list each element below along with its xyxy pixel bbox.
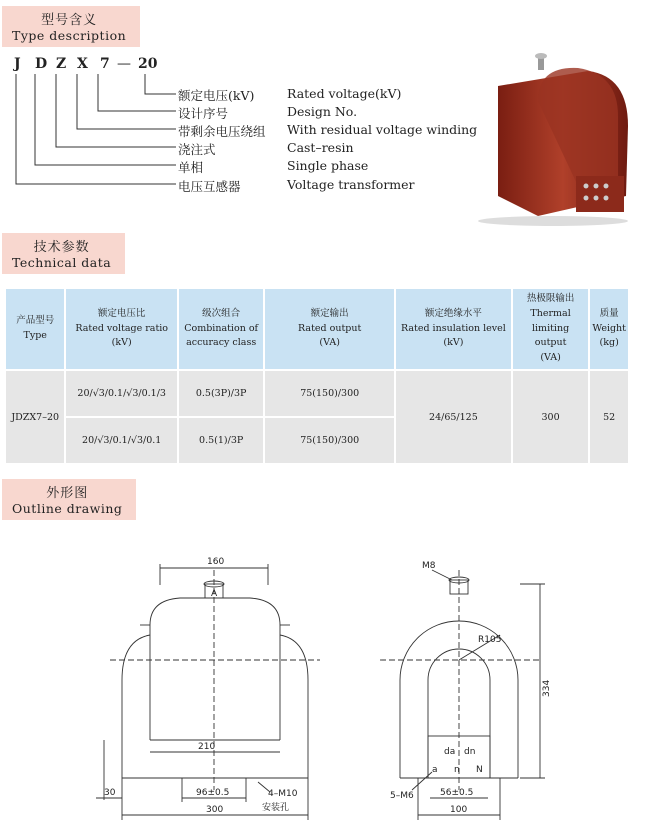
meaning-zh: 设计序号 bbox=[178, 106, 229, 121]
header-weight bbox=[590, 289, 628, 369]
terminal-n: n bbox=[454, 765, 460, 775]
section-title-zh: 型号含义 bbox=[41, 13, 98, 28]
header-accuracy bbox=[179, 289, 263, 369]
code-letter: 7 bbox=[100, 56, 110, 72]
section-title-en: Type description bbox=[12, 28, 127, 43]
meaning-zh: 单相 bbox=[178, 160, 204, 175]
section-title-en: Outline drawing bbox=[12, 501, 123, 516]
header-zh: 额定绝缘水平 bbox=[424, 307, 482, 319]
dim-top-width: 160 bbox=[207, 557, 225, 567]
code-letter: D bbox=[35, 56, 48, 72]
table-row bbox=[6, 371, 628, 416]
cell-insulation: 24/65/125 bbox=[396, 371, 511, 463]
header-type bbox=[6, 289, 64, 369]
dim-mid-width: 210 bbox=[198, 742, 216, 752]
meaning-zh: 浇注式 bbox=[178, 142, 216, 157]
header-zh: 级次组合 bbox=[202, 307, 241, 319]
dim-offset: 30 bbox=[104, 788, 116, 798]
header-zh: 产品型号 bbox=[16, 315, 55, 327]
dim-holes: 4–M10 bbox=[268, 789, 298, 799]
cell-type: JDZX7–20 bbox=[6, 371, 64, 463]
cell-ratio: 20/√3/0.1/√3/0.1 bbox=[66, 418, 177, 463]
header-voltage-ratio bbox=[66, 289, 177, 369]
product-photo bbox=[478, 46, 638, 226]
dim-height: 334 bbox=[542, 679, 552, 697]
header-unit: (VA) bbox=[319, 337, 340, 349]
code-letter: J bbox=[14, 56, 21, 72]
header-output bbox=[265, 289, 394, 369]
section-title-zh: 技术参数 bbox=[33, 240, 90, 255]
section-title-zh: 外形图 bbox=[46, 486, 89, 501]
meaning-zh: 额定电压(kV) bbox=[178, 88, 255, 103]
header-zh: 热极限输出 bbox=[526, 293, 575, 305]
dim-base: 300 bbox=[206, 805, 224, 815]
dim-radius: R105 bbox=[478, 635, 502, 645]
cell-output: 75(150)/300 bbox=[265, 418, 394, 463]
dim-spacing: 56±0.5 bbox=[440, 788, 474, 798]
outline-drawing bbox=[0, 540, 666, 838]
header-thermal bbox=[513, 289, 588, 369]
terminal-dn: dn bbox=[464, 747, 476, 757]
table-header-row bbox=[6, 289, 628, 369]
cell-class: 0.5(3P)/3P bbox=[179, 371, 263, 416]
header-en: Combination of bbox=[184, 322, 259, 334]
cell-ratio: 20/√3/0.1/√3/0.1/3 bbox=[66, 371, 177, 416]
dim-holes-zh: 安装孔 bbox=[262, 803, 290, 813]
header-en: Rated insulation level bbox=[400, 322, 506, 334]
meaning-en: Voltage transformer bbox=[287, 177, 415, 192]
header-en: Weight bbox=[592, 322, 626, 334]
header-unit: (kg) bbox=[599, 337, 619, 349]
meaning-en: Design No. bbox=[287, 104, 358, 119]
section-header-outline-drawing bbox=[2, 479, 136, 520]
meaning-zh: 电压互感器 bbox=[178, 179, 241, 194]
meaning-en: With residual voltage winding bbox=[287, 122, 478, 137]
code-letter: 20 bbox=[138, 56, 158, 72]
dim-hole-spacing: 96±0.5 bbox=[196, 788, 230, 798]
dim-marker: A bbox=[211, 589, 218, 599]
cell-class: 0.5(1)/3P bbox=[179, 418, 263, 463]
header-zh: 额定输出 bbox=[310, 307, 349, 319]
cell-output: 75(150)/300 bbox=[265, 371, 394, 416]
side-view bbox=[380, 570, 545, 820]
meaning-en: Rated voltage(kV) bbox=[287, 86, 402, 101]
section-header-technical-data bbox=[2, 233, 125, 274]
cell-thermal: 300 bbox=[513, 371, 588, 463]
header-unit: (VA) bbox=[540, 352, 561, 364]
code-letter: Z bbox=[56, 56, 67, 72]
header-zh: 质量 bbox=[599, 307, 619, 319]
dim-terminals: 5–M6 bbox=[390, 791, 414, 801]
header-insulation bbox=[396, 289, 511, 369]
header-en2: accuracy class bbox=[186, 337, 257, 349]
terminal-N: N bbox=[476, 765, 483, 775]
header-en: Rated output bbox=[298, 322, 362, 334]
dim-stud: M8 bbox=[422, 561, 436, 571]
technical-data-table bbox=[4, 287, 630, 465]
code-dash: — bbox=[117, 56, 131, 72]
section-title-en: Technical data bbox=[12, 255, 112, 270]
header-unit: (kV) bbox=[111, 337, 132, 349]
code-letter: X bbox=[77, 56, 88, 72]
dim-base-right: 100 bbox=[450, 805, 468, 815]
cell-weight: 52 bbox=[590, 371, 628, 463]
header-en2: limiting output bbox=[531, 322, 570, 349]
front-view bbox=[96, 564, 320, 820]
terminal-a: a bbox=[432, 765, 438, 775]
code-leader-lines bbox=[0, 0, 180, 200]
header-unit: (kV) bbox=[443, 337, 464, 349]
header-en: Rated voltage ratio bbox=[75, 322, 169, 334]
meaning-zh: 带剩余电压绕组 bbox=[178, 124, 266, 139]
header-en: Type bbox=[23, 330, 47, 341]
meaning-en: Single phase bbox=[287, 158, 369, 173]
terminal-da: da bbox=[444, 747, 456, 757]
header-en: Thermal bbox=[530, 307, 571, 319]
meaning-en: Cast–resin bbox=[287, 140, 354, 155]
header-zh: 额定电压比 bbox=[97, 307, 146, 319]
